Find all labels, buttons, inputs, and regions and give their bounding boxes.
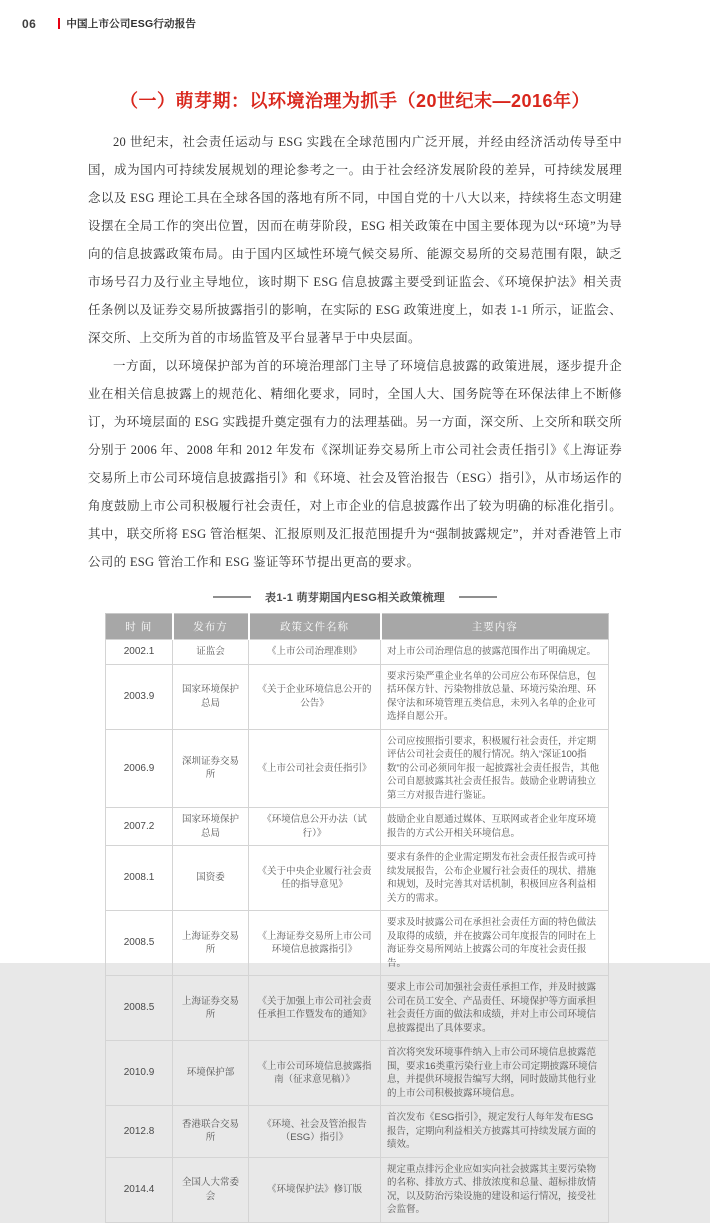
table-row — [106, 664, 609, 729]
cell-policy: 《环境、社会及管治报告（ESG）指引》 — [249, 1106, 381, 1158]
cell-time: 2007.2 — [106, 808, 173, 846]
cell-issuer: 国家环境保护总局 — [173, 808, 249, 846]
table-row — [106, 911, 609, 976]
cell-content: 对上市公司治理信息的披露范围作出了明确规定。 — [381, 640, 609, 665]
cell-policy: 《关于中央企业履行社会责任的指导意见》 — [249, 846, 381, 911]
table-header-row — [106, 614, 609, 640]
table-row — [106, 976, 609, 1041]
header-divider-bar — [58, 18, 60, 29]
caption-line-left — [213, 596, 251, 598]
cell-issuer: 国家环境保护总局 — [173, 664, 249, 729]
cell-policy: 《上海证券交易所上市公司环境信息披露指引》 — [249, 911, 381, 976]
content-column — [88, 88, 622, 1223]
cell-time: 2008.5 — [106, 976, 173, 1041]
cell-content: 首次将突发环境事件纳入上市公司环境信息披露范围，要求16类重污染行业上市公司定期披露环境信息，并提供环境报告编写大纲，同时鼓励其他行业的上市公司积极披露环境信息。 — [381, 1041, 609, 1106]
table-row — [106, 640, 609, 665]
cell-time: 2003.9 — [106, 664, 173, 729]
page-number: 06 — [22, 16, 37, 31]
table-row — [106, 808, 609, 846]
cell-time: 2002.1 — [106, 640, 173, 665]
cell-policy: 《环境保护法》修订版 — [249, 1157, 381, 1222]
cell-content: 鼓励企业自愿通过媒体、互联网或者企业年度环境报告的方式公开相关环境信息。 — [381, 808, 609, 846]
cell-time: 2010.9 — [106, 1041, 173, 1106]
cell-issuer: 国资委 — [173, 846, 249, 911]
column-header-policy: 政策文件名称 — [249, 614, 381, 640]
table-row — [106, 846, 609, 911]
cell-issuer: 全国人大常委会 — [173, 1157, 249, 1222]
cell-policy: 《上市公司社会责任指引》 — [249, 729, 381, 808]
cell-content: 要求上市公司加强社会责任承担工作，并及时披露公司在员工安全、产品责任、环境保护等方面承担社会责任方面的做法和成绩，并对上市公司环境信息披露提出了具体要求。 — [381, 976, 609, 1041]
cell-time: 2014.4 — [106, 1157, 173, 1222]
cell-policy: 《上市公司环境信息披露指南（征求意见稿）》 — [249, 1041, 381, 1106]
cell-issuer: 深圳证券交易所 — [173, 729, 249, 808]
cell-issuer: 上海证券交易所 — [173, 911, 249, 976]
cell-content: 公司应按照指引要求，积极履行社会责任，并定期评估公司社会责任的履行情况。纳入“深证100指数”的公司必须同年报一起披露社会责任报告，其他公司自愿披露其社会责任报告。鼓励企业聘请独立第三方对报告进行鉴证。 — [381, 729, 609, 808]
cell-time: 2008.1 — [106, 846, 173, 911]
cell-policy: 《关于企业环境信息公开的公告》 — [249, 664, 381, 729]
cell-time: 2006.9 — [106, 729, 173, 808]
cell-policy: 《环境信息公开办法（试行）》 — [249, 808, 381, 846]
policy-table — [105, 613, 609, 1223]
table-caption: 表1-1 萌芽期国内ESG相关政策梳理 — [265, 592, 445, 604]
cell-content: 规定重点排污企业应如实向社会披露其主要污染物的名称、排放方式、排放浓度和总量、超标排放情况，以及防治污染设施的建设和运行情况，接受社会监督。 — [381, 1157, 609, 1222]
cell-issuer: 香港联合交易所 — [173, 1106, 249, 1158]
cell-policy: 《关于加强上市公司社会责任承担工作暨发布的通知》 — [249, 976, 381, 1041]
column-header-content: 主要内容 — [381, 614, 609, 640]
body-paragraph-2: 一方面，以环境保护部为首的环境治理部门主导了环境信息披露的政策进展，逐步提升企业在相关信息披露上的规范化、精细化要求，同时，全国人大、国务院等在环保法律上不断修订，为环境层面的 ESG 实践提升奠定强有力的法理基础。另一方面，深交所、上交所和联交所分别于 2006 年、2008 年和 2012 年发布《深圳证券交易所上市公司社会责任指引》《上海证券交易所上市公司环境信息披露指引》和《环境、社会及管治报告（ESG）指引》，从市场运作的角度鼓励上市公司积极履行社会责任，对上市企业的信息披露作出了较为明确的标准化指引。其中，联交所将 ESG 管治框架、汇报原则及汇报范围提升为“强制披露规定”，并对香港管上市公司的 ESG 管治工作和 ESG 鉴证等环节提出更高的要求。 — [88, 359, 622, 569]
caption-line-right — [459, 596, 497, 598]
cell-content: 要求及时披露公司在承担社会责任方面的特色做法及取得的成绩，并在披露公司年度报告的同时在上海证券交易所网站上披露公司的年度社会责任报告。 — [381, 911, 609, 976]
report-title: 中国上市公司ESG行动报告 — [66, 18, 197, 30]
table-row — [106, 1041, 609, 1106]
column-header-issuer: 发布方 — [173, 614, 249, 640]
cell-content: 要求有条件的企业需定期发布社会责任报告或可持续发展报告，公布企业履行社会责任的现状、措施和规划，及时完善其对话机制，积极回应各利益相关方的需求。 — [381, 846, 609, 911]
page-header — [22, 16, 196, 31]
column-header-time: 时 间 — [106, 614, 173, 640]
cell-issuer: 环境保护部 — [173, 1041, 249, 1106]
table-row — [106, 1157, 609, 1222]
body-paragraph-1: 20 世纪末，社会责任运动与 ESG 实践在全球范围内广泛开展，并经由经济活动传导至中国，成为国内可持续发展规划的理论参考之一。由于社会经济发展阶段的差异，可持续发展理念以及 ESG 理论工具在全球各国的落地有所不同，中国自党的十八大以来，持续将生态文明建设摆在全局工作的突出位置，因而在萌芽阶段，ESG 相关政策在中国主要体现为以“环境”为导向的信息披露政策布局。由于国内区域性环境气候交易所、能源交易所的交易范围有限，缺乏市场号召力及行业主导地位，该时期下 ESG 信息披露主要受到证监会、《环境保护法》相关责任条例以及证券交易所披露指引的影响，在实际的 ESG 政策进度上，如表 1-1 所示，证监会、深交所、上交所为首的市场监管及平台显著早于中央层面。 — [88, 135, 622, 345]
section-title: （一）萌芽期：以环境治理为抓手（20世纪末—2016年） — [119, 91, 591, 111]
table-caption-row — [88, 589, 622, 605]
table-row — [106, 1106, 609, 1158]
table-row — [106, 729, 609, 808]
cell-content: 要求污染严重企业名单的公司应公布环保信息，包括环保方针、污染物排放总量、环境污染治理、环保守法和环境管理五类信息，未列入名单的企业可选择自愿公开。 — [381, 664, 609, 729]
cell-policy: 《上市公司治理准则》 — [249, 640, 381, 665]
cell-issuer: 证监会 — [173, 640, 249, 665]
cell-content: 首次发布《ESG指引》，规定发行人每年发布ESG报告，定期向利益相关方披露其可持续发展方面的绩效。 — [381, 1106, 609, 1158]
cell-issuer: 上海证券交易所 — [173, 976, 249, 1041]
cell-time: 2008.5 — [106, 911, 173, 976]
cell-time: 2012.8 — [106, 1106, 173, 1158]
